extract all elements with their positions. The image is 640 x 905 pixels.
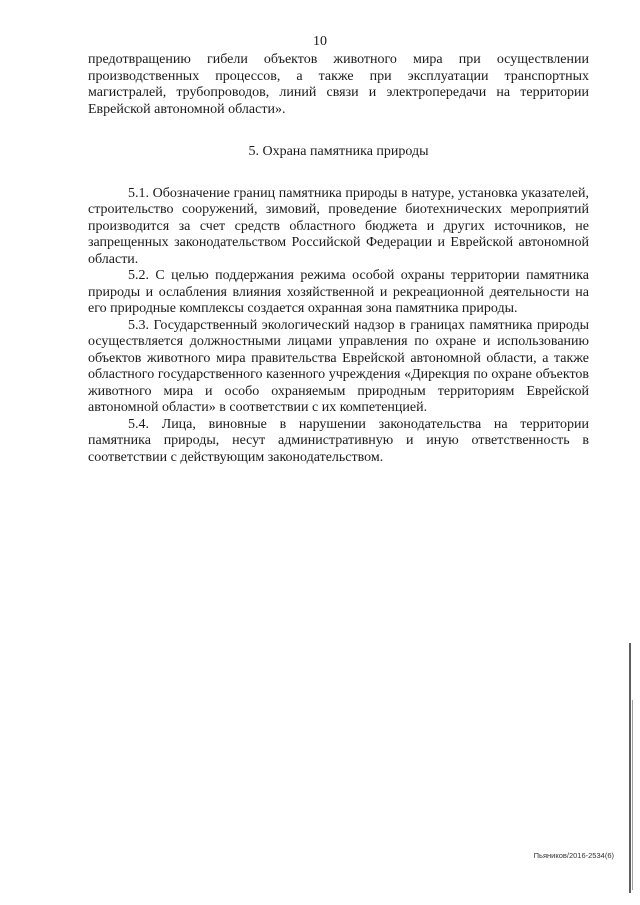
footer-document-code: Пьяников/2016-2534(6) <box>533 851 614 860</box>
paragraph-5-2: 5.2. С целью поддержания режима особой охраны территории памятника природы и ослабления влияния хозяйственной и рекреационной деятельности на его природные комплексы создается охранная зона памятника природы. <box>88 268 589 316</box>
paragraph-5-3: 5.3. Государственный экологический надзор в границах памятника природы осуществляется должностными лицами управления по охране и использованию объектов животного мира правительства Еврейской автономной области, а также областного государственного казенного учреждения «Дирекция по охране объектов животного мира и особо охраняемым природным территориям Еврейской автономной области» в соответствии с их компетенцией. <box>88 317 589 415</box>
intro-paragraph: предотвращению гибели объектов животного мира при осуществлении производственных процессов, а также при эксплуатации транспортных магистралей, трубопроводов, линий связи и электропередачи на территории Еврейской автономной области». <box>88 52 589 117</box>
section-heading: 5. Охрана памятника природы <box>248 144 429 159</box>
scan-edge-line <box>629 643 631 893</box>
document-body <box>88 52 589 466</box>
page-number: 10 <box>313 34 327 49</box>
paragraph-5-1: 5.1. Обозначение границ памятника природы в натуре, установка указателей, строительство сооружений, зимовий, проведение биотехнических мероприятий производится за счет средств областного бюджета и других источников, не запрещенных законодательством Российской Федерации и Еврейской автономной области. <box>88 185 589 267</box>
paragraph-5-4: 5.4. Лица, виновные в нарушении законодательства на территории памятника природы, несут административную и иную ответственность в соответствии с действующим законодательством. <box>88 416 589 465</box>
scan-edge-line-secondary <box>632 700 633 890</box>
